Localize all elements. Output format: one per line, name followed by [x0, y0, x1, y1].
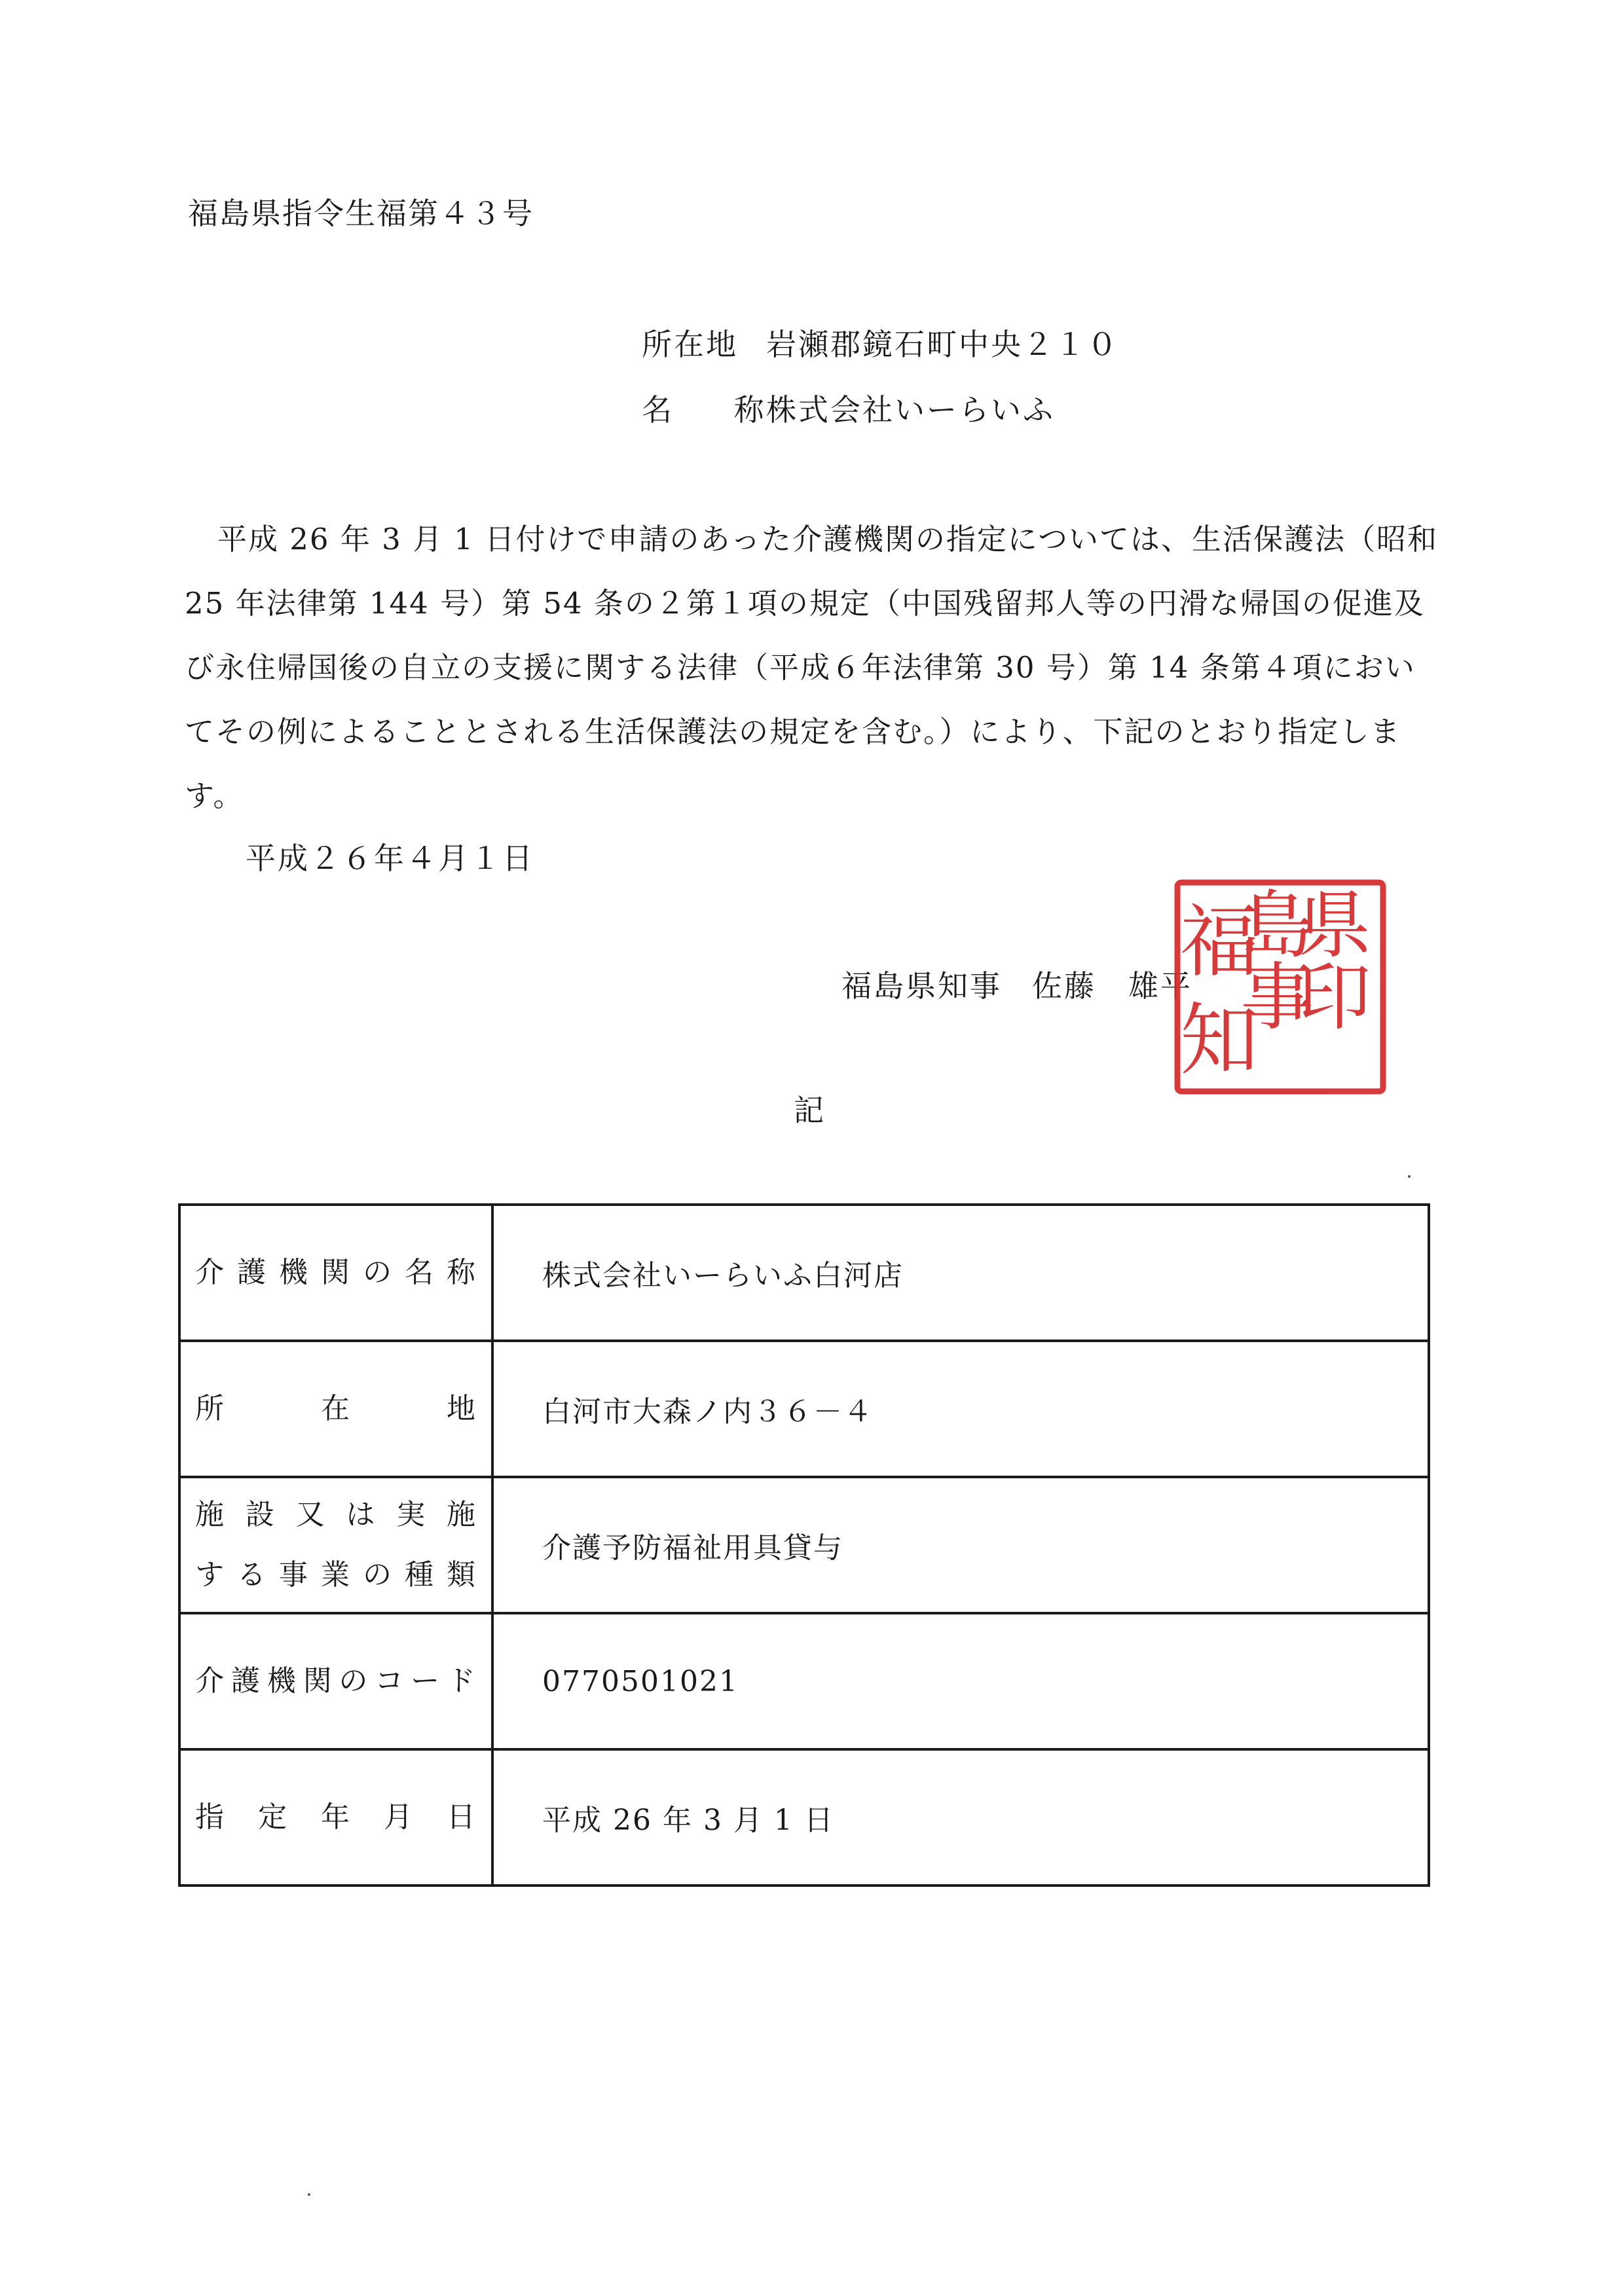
scan-speck [308, 2193, 310, 2196]
row-label [179, 1477, 492, 1613]
table-row [179, 1477, 1429, 1613]
body-paragraph-block [185, 507, 1442, 828]
svg-text:福: 福 [1180, 897, 1259, 988]
svg-text:県: 県 [1298, 883, 1371, 968]
row-label-line: 施設又は実施 [195, 1498, 477, 1531]
document-number: 福島県指令生福第４３号 [188, 196, 534, 231]
ki-heading: 記 [794, 1093, 824, 1128]
row-value: 白河市大森ノ内３６－４ [492, 1341, 1429, 1477]
signer-line [841, 962, 1192, 1006]
issue-date: 平成２６年４月１日 [246, 841, 534, 876]
designation-record-table [178, 1203, 1430, 1887]
svg-text:事: 事 [1240, 955, 1314, 1040]
row-value: 介護予防福祉用具貸与 [492, 1477, 1429, 1613]
recipient-name-row [642, 386, 1055, 429]
name-label: 名 称 [642, 392, 790, 428]
row-value: 平成 26 年 3 月 1 日 [492, 1749, 1429, 1886]
row-label-line: する事業の種類 [195, 1558, 477, 1592]
address-value: 岩瀬郡鏡石町中央２１０ [766, 327, 1119, 362]
address-label: 所在地 [642, 327, 738, 362]
table-row [179, 1749, 1429, 1886]
svg-text:知: 知 [1180, 995, 1259, 1086]
row-value: 株式会社いーらいふ白河店 [492, 1205, 1429, 1341]
row-label [179, 1613, 492, 1749]
table-row [179, 1205, 1429, 1341]
row-label-line: 介護機関のコード [195, 1664, 477, 1698]
row-label [179, 1749, 492, 1886]
row-label [179, 1341, 492, 1477]
official-seal [1172, 877, 1388, 1097]
body-paragraph: 平成 26 年 3 月 1 日付けで申請のあった介護機関の指定については、生活保護法（昭和 25 年法律第 144 号）第 54 条の２第１項の規定（中国残留邦人等の円滑な帰国の促進及び永住帰国後の自立の支援に関する法律（平成６年法律第 30 号）第 14 条第４項においてその例によることとされる生活保護法の規定を含む。）により、下記のとおり指定します。 [185, 522, 1438, 813]
signer-title: 福島県知事 [841, 968, 1002, 1004]
row-label-line: 指 定 年 月 日 [195, 1800, 477, 1834]
row-label-line: 所 在 地 [195, 1392, 477, 1425]
svg-text:島: 島 [1240, 883, 1314, 968]
name-value: 株式会社いーらいふ [766, 392, 1055, 428]
row-label [179, 1205, 492, 1341]
signer-name: 佐藤 雄平 [1032, 968, 1192, 1004]
table-row [179, 1341, 1429, 1477]
recipient-address-row [642, 321, 1119, 364]
scan-speck [1408, 1175, 1411, 1178]
row-value: 0770501021 [492, 1613, 1429, 1749]
row-label-line: 介護機関の名称 [195, 1256, 477, 1289]
svg-text:印: 印 [1298, 955, 1371, 1040]
table-row [179, 1613, 1429, 1749]
